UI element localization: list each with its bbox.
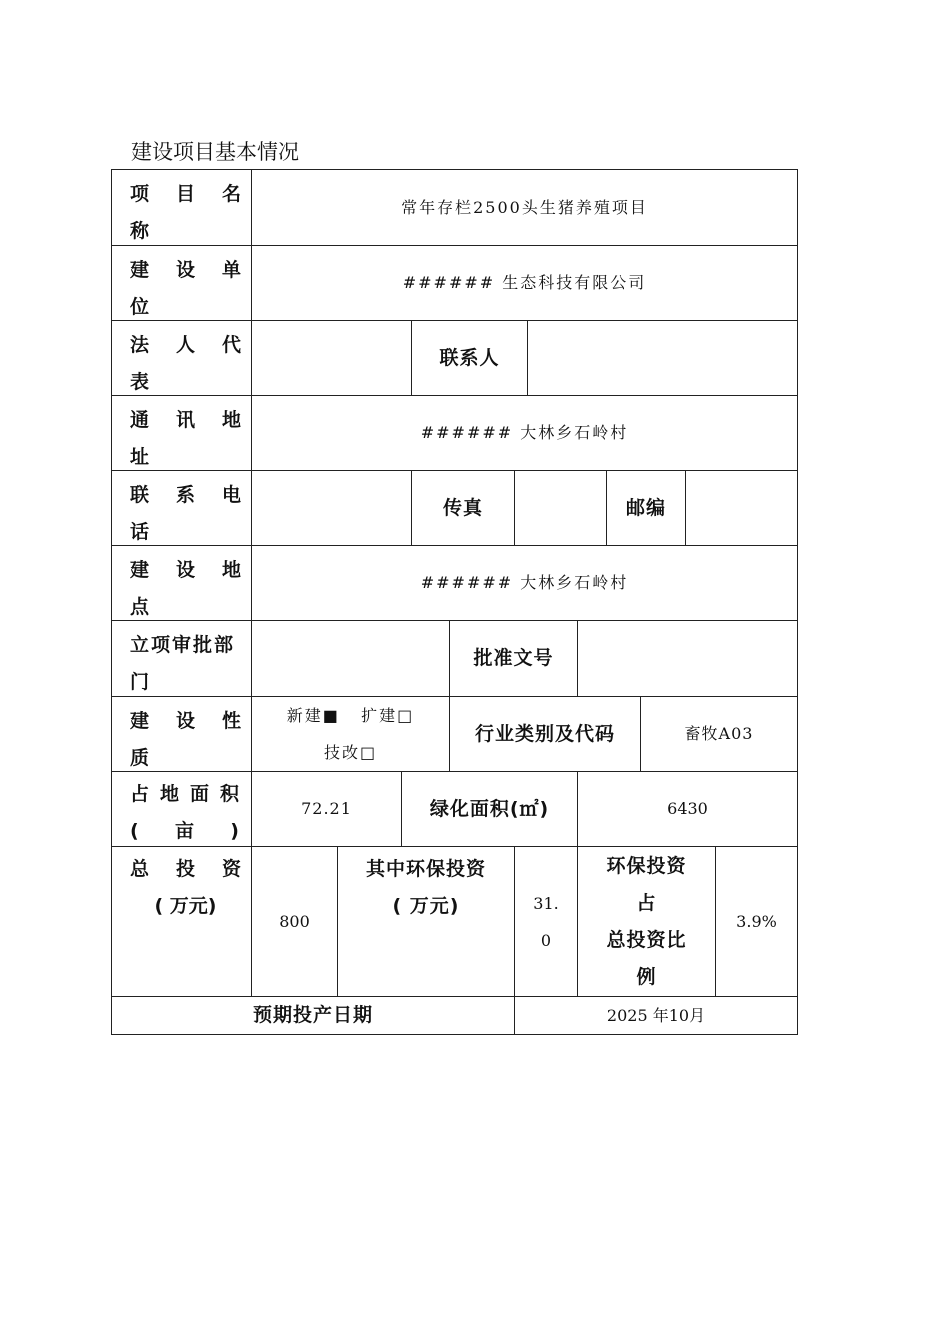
env-investment-value [514, 846, 578, 997]
label-line: 环保投资 [606, 854, 687, 877]
label-line: 立项审批部 [130, 634, 236, 656]
industry-label: 行业类别及代码 [449, 696, 641, 772]
area-label [111, 771, 252, 847]
fax-value [514, 470, 607, 546]
production-date-label: 预期投产日期 [111, 996, 515, 1035]
label-char: 人 [175, 334, 195, 356]
label-line: 例 [636, 965, 657, 988]
project-info-table [111, 169, 798, 1035]
production-date-value: 2025 年10月 [514, 996, 798, 1035]
approval-dept-value [251, 620, 450, 697]
project-name-value: 常年存栏2500头生猪养殖项目 [251, 169, 798, 246]
phone-value [251, 470, 412, 546]
green-area-value: 6430 [577, 771, 798, 847]
nature-option-line: 新建■ 扩建□ [286, 706, 415, 725]
label-char: 项 [130, 183, 150, 205]
contact-value [527, 320, 798, 396]
label-char: 设 [175, 259, 195, 281]
value-line: 0 [540, 930, 552, 950]
label-char: 位 [130, 296, 150, 318]
label-line: ( 万元) [392, 895, 460, 917]
label-char: 面 [189, 783, 209, 805]
area-value: 72.21 [251, 771, 402, 847]
nature-option-line: 技改□ [323, 743, 378, 762]
label-char: 性 [221, 710, 241, 732]
label-char: 质 [130, 747, 150, 769]
investment-value: 800 [251, 846, 338, 997]
label-char: 代 [221, 334, 241, 356]
label-char: 建 [130, 259, 150, 281]
label-char: 门 [130, 671, 152, 693]
label-char: ) [230, 820, 239, 842]
address-value: ###### 大林乡石岭村 [251, 395, 798, 471]
label-char: 建 [130, 559, 150, 581]
postcode-label: 邮编 [606, 470, 686, 546]
unit-value: ###### 生态科技有限公司 [251, 245, 798, 321]
postcode-value [685, 470, 798, 546]
label-char: 目 [175, 183, 195, 205]
label-char: 积 [219, 783, 239, 805]
label-char: 电 [221, 484, 241, 506]
value-line: 31. [533, 893, 559, 913]
label-line: 其中环保投资 [365, 858, 486, 880]
legal-rep-label [111, 320, 252, 396]
label-char: 占 [130, 783, 150, 805]
label-char: 法 [130, 334, 150, 356]
approval-doc-value [577, 620, 798, 697]
label-char: 讯 [175, 409, 195, 431]
label-char: 设 [175, 710, 195, 732]
label-char: 通 [130, 409, 150, 431]
label-line: ( 万元) [154, 895, 217, 917]
approval-dept-label [111, 620, 252, 697]
label-char: 联 [130, 484, 150, 506]
legal-rep-value [251, 320, 412, 396]
label-char: 地 [221, 409, 241, 431]
project-name-label [111, 169, 252, 246]
label-char: 名 [221, 183, 241, 205]
label-char: 总 [130, 858, 150, 880]
label-char: 称 [130, 220, 150, 242]
label-char: 址 [130, 446, 150, 468]
label-char: ( [130, 820, 139, 842]
label-char: 设 [175, 559, 195, 581]
label-char: 话 [130, 521, 150, 543]
address-label [111, 395, 252, 471]
label-char: 单 [221, 259, 241, 281]
label-char: 建 [130, 710, 150, 732]
env-ratio-label [577, 846, 716, 997]
nature-options [251, 696, 450, 772]
contact-label: 联系人 [411, 320, 528, 396]
green-area-label: 绿化面积(㎡) [401, 771, 578, 847]
label-char: 亩 [174, 820, 194, 842]
section-heading: 建设项目基本情况 [131, 140, 299, 164]
label-char: 地 [221, 559, 241, 581]
label-char: 点 [130, 596, 150, 618]
site-label [111, 545, 252, 621]
fax-label: 传真 [411, 470, 515, 546]
env-ratio-value: 3.9% [715, 846, 798, 997]
investment-label [111, 846, 252, 997]
label-char: 地 [159, 783, 179, 805]
label-char: 投 [175, 858, 195, 880]
unit-label [111, 245, 252, 321]
label-char: 系 [175, 484, 195, 506]
env-investment-label [337, 846, 515, 997]
label-line: 占 [636, 891, 657, 914]
label-char: 资 [221, 858, 241, 880]
approval-doc-label: 批准文号 [449, 620, 578, 697]
phone-label [111, 470, 252, 546]
industry-value: 畜牧A03 [640, 696, 798, 772]
nature-label [111, 696, 252, 772]
label-line: 总投资比 [606, 928, 687, 951]
site-value: ###### 大林乡石岭村 [251, 545, 798, 621]
label-char: 表 [130, 371, 150, 393]
